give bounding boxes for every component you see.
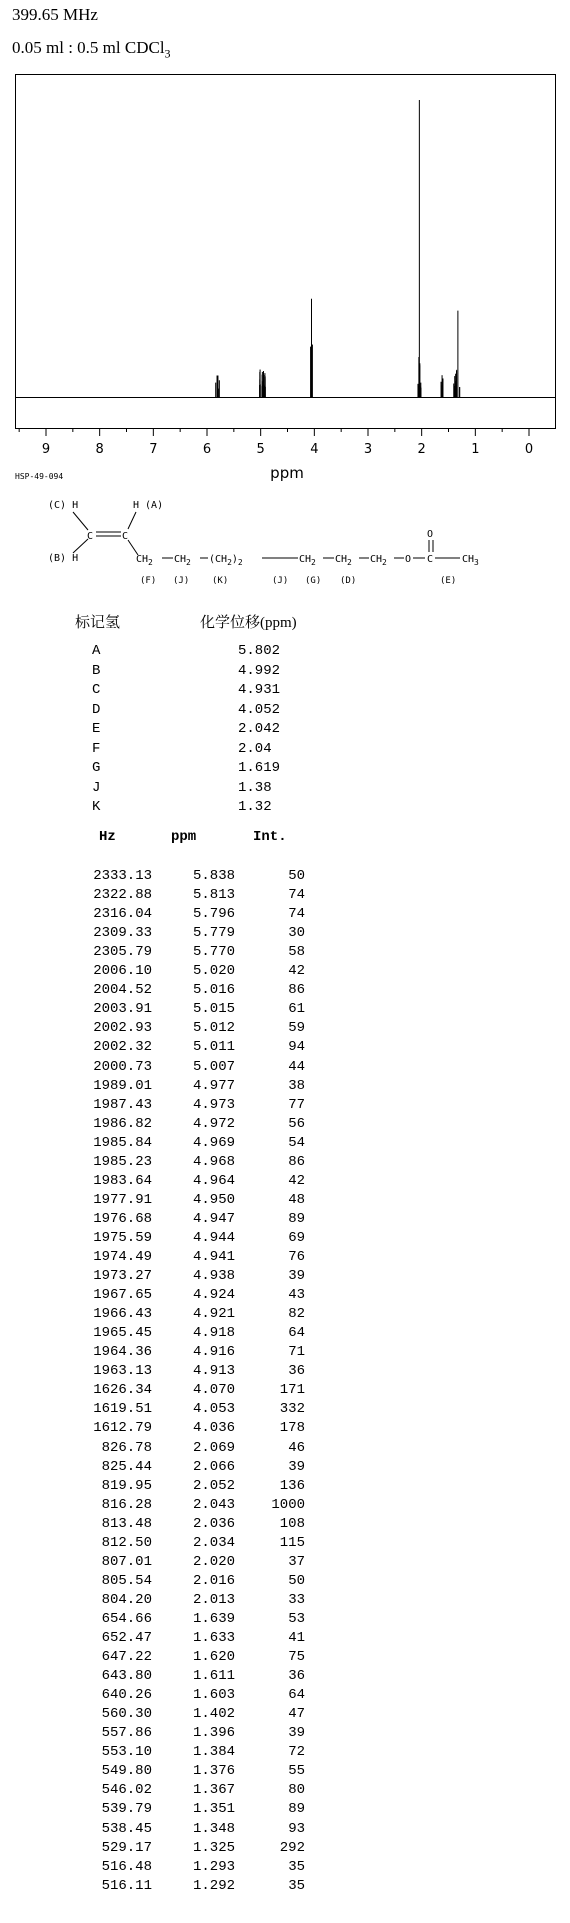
peak-intensity: 59 bbox=[288, 1020, 305, 1037]
peak-row bbox=[0, 1516, 570, 1534]
bond-c2-ha bbox=[128, 512, 136, 529]
peak-intensity: 89 bbox=[288, 1801, 305, 1818]
peak-row bbox=[0, 1020, 570, 1038]
spectrum-code: HSP-49-094 bbox=[15, 472, 64, 481]
peak-hz: 2316.04 bbox=[93, 906, 152, 923]
peak-hz: 1965.45 bbox=[93, 1325, 152, 1342]
peak-hz: 1985.23 bbox=[93, 1153, 152, 1170]
peak-row bbox=[0, 1611, 570, 1629]
peak-row bbox=[0, 1344, 570, 1362]
peak-row bbox=[0, 1478, 570, 1496]
peak-ppm: 1.376 bbox=[192, 1763, 235, 1780]
peak-intensity: 39 bbox=[288, 1725, 305, 1742]
peak-row bbox=[0, 1306, 570, 1324]
peak-ppm: 4.053 bbox=[192, 1401, 235, 1418]
peak-row bbox=[0, 1782, 570, 1800]
peak-ppm: 1.402 bbox=[192, 1706, 235, 1723]
peak-ppm: 1.384 bbox=[192, 1744, 235, 1761]
peak-hz: 1963.13 bbox=[93, 1363, 152, 1380]
tag-j2: (J) bbox=[272, 576, 289, 586]
peak-intensity: 75 bbox=[288, 1649, 305, 1666]
peak-row bbox=[0, 1363, 570, 1381]
peak-hz: 1985.84 bbox=[93, 1134, 152, 1151]
peak-row bbox=[0, 944, 570, 962]
bond-bh-c1 bbox=[73, 539, 88, 553]
peak-intensity: 71 bbox=[288, 1344, 305, 1361]
peak-ppm: 5.020 bbox=[192, 963, 235, 980]
peak-intensity: 54 bbox=[288, 1134, 305, 1151]
peak-intensity: 39 bbox=[288, 1458, 305, 1475]
peak-row bbox=[0, 1059, 570, 1077]
peak-ppm: 1.633 bbox=[192, 1630, 235, 1646]
peak-hz: 826.78 bbox=[101, 1439, 152, 1456]
peak-row bbox=[0, 1878, 570, 1896]
peak-ppm: 1.396 bbox=[192, 1725, 235, 1742]
label-b-h: (B) H bbox=[48, 553, 79, 564]
peak-hz: 1626.34 bbox=[93, 1382, 152, 1399]
peak-ppm: 4.924 bbox=[192, 1287, 235, 1304]
peak-row bbox=[0, 1763, 570, 1781]
ch2-k: $(CH_2)_2$ bbox=[209, 554, 243, 567]
carbonyl-carbon: C bbox=[427, 554, 434, 565]
peak-row bbox=[0, 1630, 570, 1648]
peak-intensity: 82 bbox=[288, 1306, 305, 1323]
peak-hz: 804.20 bbox=[101, 1591, 152, 1608]
peak-hz: 1967.65 bbox=[93, 1287, 152, 1304]
alkene-carbon-1: C bbox=[87, 531, 94, 542]
spectrometer-frequency: 399.65 MHz bbox=[12, 5, 98, 24]
peak-ppm: 4.918 bbox=[192, 1325, 235, 1342]
ppm-header: ppm bbox=[171, 829, 197, 845]
peak-hz: 652.47 bbox=[101, 1630, 152, 1646]
peak-hz: 516.11 bbox=[101, 1877, 152, 1894]
peak-intensity: 64 bbox=[288, 1687, 305, 1704]
peak-intensity: 74 bbox=[288, 887, 305, 904]
peak-row bbox=[0, 1382, 570, 1400]
peak-ppm: 2.036 bbox=[192, 1515, 235, 1532]
shift-value: 1.32 bbox=[238, 799, 272, 815]
peak-intensity: 292 bbox=[279, 1839, 305, 1856]
peak-intensity: 64 bbox=[288, 1325, 305, 1342]
peak-ppm: 5.779 bbox=[192, 925, 235, 942]
peak-ppm: 5.796 bbox=[192, 906, 235, 923]
peak-ppm: 1.367 bbox=[192, 1782, 235, 1799]
peak-hz: 1966.43 bbox=[93, 1306, 152, 1323]
peak-row bbox=[0, 1287, 570, 1305]
peak-hz: 1975.59 bbox=[93, 1229, 152, 1246]
peak-hz: 557.86 bbox=[101, 1725, 152, 1742]
peak-hz: 1983.64 bbox=[93, 1172, 152, 1189]
peak-row bbox=[0, 982, 570, 1000]
peak-hz: 1974.49 bbox=[93, 1249, 152, 1265]
peak-row bbox=[0, 1401, 570, 1419]
shift-label: F bbox=[92, 740, 101, 757]
peak-hz: 553.10 bbox=[101, 1744, 152, 1761]
x-tick-label: 7 bbox=[149, 442, 158, 457]
shift-label: K bbox=[92, 799, 101, 815]
peak-intensity: 171 bbox=[279, 1382, 305, 1399]
peak-ppm: 4.969 bbox=[192, 1134, 235, 1151]
peak-hz: 805.54 bbox=[101, 1572, 152, 1589]
peak-hz: 1612.79 bbox=[93, 1420, 152, 1437]
peak-row bbox=[0, 1249, 570, 1267]
peak-row bbox=[0, 1497, 570, 1515]
peak-hz: 1964.36 bbox=[93, 1344, 152, 1361]
peak-row bbox=[0, 1554, 570, 1572]
peak-hz: 546.02 bbox=[101, 1782, 152, 1799]
peak-intensity: 74 bbox=[288, 906, 305, 923]
peak-row bbox=[0, 1135, 570, 1153]
peak-ppm: 4.964 bbox=[192, 1172, 235, 1189]
peak-hz: 1989.01 bbox=[93, 1077, 152, 1094]
x-tick-label: 0 bbox=[524, 442, 534, 457]
shift-value: 4.992 bbox=[238, 662, 281, 679]
peak-intensity: 30 bbox=[288, 925, 305, 942]
peak-intensity: 178 bbox=[279, 1420, 305, 1437]
peak-intensity: 76 bbox=[288, 1249, 305, 1265]
peak-hz: 560.30 bbox=[101, 1706, 152, 1723]
peak-ppm: 1.620 bbox=[192, 1649, 235, 1666]
peak-ppm: 2.020 bbox=[192, 1553, 235, 1570]
peak-ppm: 4.947 bbox=[192, 1210, 235, 1227]
bond-ch-c1 bbox=[73, 512, 88, 530]
sample-subscript: 3 bbox=[164, 46, 171, 61]
peak-intensity: 108 bbox=[279, 1515, 305, 1532]
ch3-e: $CH_3$ bbox=[462, 554, 479, 567]
ch2-j2: $CH_2$ bbox=[299, 554, 316, 567]
peak-intensity: 94 bbox=[288, 1039, 305, 1056]
peak-ppm: 5.015 bbox=[192, 1001, 235, 1018]
peak-intensity: 1000 bbox=[271, 1496, 305, 1513]
tag-d: (D) bbox=[340, 576, 357, 586]
x-tick-label: 6 bbox=[202, 442, 212, 457]
ch2-j1: $CH_2$ bbox=[174, 554, 191, 567]
peak-ppm: 4.977 bbox=[192, 1077, 235, 1094]
peak-hz: 538.45 bbox=[101, 1820, 152, 1837]
peak-row bbox=[0, 1154, 570, 1172]
peak-row bbox=[0, 1687, 570, 1705]
ch2-f: $CH_2$ bbox=[136, 554, 153, 567]
alkene-carbon-2: C bbox=[122, 531, 129, 542]
x-tick-label: 8 bbox=[95, 442, 104, 457]
peak-intensity: 47 bbox=[288, 1706, 305, 1723]
shift-label: J bbox=[92, 779, 101, 796]
peak-intensity: 58 bbox=[288, 944, 305, 961]
peak-hz: 640.26 bbox=[101, 1687, 152, 1704]
peak-ppm: 5.012 bbox=[192, 1020, 235, 1037]
shift-label: D bbox=[92, 701, 101, 718]
peak-intensity: 42 bbox=[288, 963, 305, 980]
peak-row bbox=[0, 925, 570, 943]
peak-row bbox=[0, 1459, 570, 1477]
peak-row bbox=[0, 1535, 570, 1553]
peak-intensity: 86 bbox=[288, 982, 305, 999]
ch2-g: $CH_2$ bbox=[335, 554, 352, 567]
peak-ppm: 2.052 bbox=[192, 1477, 235, 1494]
peak-intensity: 33 bbox=[288, 1591, 305, 1608]
peak-ppm: 2.069 bbox=[192, 1439, 235, 1456]
peak-hz: 529.17 bbox=[101, 1839, 152, 1856]
peak-hz: 1986.82 bbox=[93, 1115, 152, 1132]
shift-label: E bbox=[92, 721, 101, 737]
shift-table-header-label: 标记氢 bbox=[75, 615, 121, 631]
shift-value: 1.38 bbox=[238, 779, 272, 796]
peak-intensity: 53 bbox=[288, 1610, 305, 1627]
peak-ppm: 4.950 bbox=[192, 1191, 235, 1208]
peak-intensity: 72 bbox=[288, 1744, 305, 1761]
peak-hz: 1987.43 bbox=[93, 1096, 152, 1113]
peak-hz: 549.80 bbox=[101, 1763, 152, 1780]
tag-j1: (J) bbox=[173, 576, 190, 586]
shift-value: 4.931 bbox=[238, 682, 281, 698]
peak-hz: 654.66 bbox=[101, 1610, 152, 1627]
peak-intensity: 44 bbox=[288, 1058, 305, 1075]
peak-row bbox=[0, 1097, 570, 1115]
peak-ppm: 1.293 bbox=[192, 1858, 235, 1875]
peak-ppm: 4.916 bbox=[192, 1344, 235, 1361]
peak-hz: 1976.68 bbox=[93, 1210, 152, 1227]
peak-row bbox=[0, 887, 570, 905]
peak-hz: 2000.73 bbox=[93, 1058, 152, 1075]
peak-intensity: 43 bbox=[288, 1287, 305, 1304]
peak-hz: 1619.51 bbox=[93, 1401, 152, 1418]
peak-intensity: 80 bbox=[288, 1782, 305, 1799]
peak-row bbox=[0, 1001, 570, 1019]
carbonyl-oxygen: O bbox=[427, 529, 434, 540]
peak-intensity: 50 bbox=[288, 868, 305, 884]
x-tick-label: 4 bbox=[310, 442, 319, 457]
peak-ppm: 2.016 bbox=[192, 1572, 235, 1589]
peak-hz: 1977.91 bbox=[93, 1191, 152, 1208]
peak-ppm: 2.013 bbox=[192, 1591, 235, 1608]
peak-intensity: 46 bbox=[288, 1439, 305, 1456]
peak-row bbox=[0, 1668, 570, 1686]
bond-c2-ch2 bbox=[128, 540, 138, 555]
peak-ppm: 1.603 bbox=[192, 1687, 235, 1704]
shift-label: C bbox=[92, 682, 101, 698]
tag-g: (G) bbox=[305, 576, 322, 586]
peak-hz: 825.44 bbox=[101, 1458, 152, 1475]
peak-row bbox=[0, 1744, 570, 1762]
peak-ppm: 4.921 bbox=[192, 1306, 235, 1323]
shift-label: G bbox=[92, 760, 101, 776]
peak-ppm: 4.036 bbox=[192, 1420, 235, 1437]
peak-ppm: 5.016 bbox=[192, 982, 235, 999]
peak-intensity: 86 bbox=[288, 1153, 305, 1170]
peak-intensity: 56 bbox=[288, 1115, 305, 1132]
peak-row bbox=[0, 1573, 570, 1591]
peak-intensity: 69 bbox=[288, 1229, 305, 1246]
peak-ppm: 1.351 bbox=[192, 1801, 235, 1818]
peak-row bbox=[0, 1440, 570, 1458]
peak-row bbox=[0, 1039, 570, 1057]
peak-ppm: 2.034 bbox=[192, 1534, 235, 1551]
peak-row bbox=[0, 1173, 570, 1191]
peak-intensity: 55 bbox=[288, 1763, 305, 1780]
peak-ppm: 4.938 bbox=[192, 1268, 235, 1285]
peak-intensity: 50 bbox=[288, 1572, 305, 1589]
peak-intensity: 136 bbox=[279, 1477, 305, 1494]
peak-ppm: 4.913 bbox=[192, 1363, 235, 1380]
peak-ppm: 4.968 bbox=[192, 1153, 235, 1170]
peak-row bbox=[0, 1116, 570, 1134]
sample-main-text: 0.05 ml : 0.5 ml CDCl bbox=[12, 38, 165, 57]
peak-row bbox=[0, 1230, 570, 1248]
peak-row bbox=[0, 906, 570, 924]
label-h-a: H (A) bbox=[133, 500, 164, 511]
peak-ppm: 5.011 bbox=[192, 1039, 235, 1056]
peak-ppm: 1.611 bbox=[192, 1668, 235, 1685]
peak-intensity: 36 bbox=[288, 1363, 305, 1380]
tag-k: (K) bbox=[212, 576, 229, 586]
peak-hz: 2333.13 bbox=[93, 868, 152, 884]
peak-row bbox=[0, 868, 570, 886]
peak-row bbox=[0, 1420, 570, 1438]
peak-intensity: 41 bbox=[288, 1630, 305, 1646]
peak-intensity: 35 bbox=[288, 1858, 305, 1875]
peak-ppm: 4.973 bbox=[192, 1096, 235, 1113]
peak-row bbox=[0, 1649, 570, 1667]
peak-ppm: 4.070 bbox=[192, 1382, 235, 1399]
peak-intensity: 37 bbox=[288, 1553, 305, 1570]
peak-ppm: 1.348 bbox=[192, 1820, 235, 1837]
peak-intensity: 332 bbox=[279, 1401, 305, 1418]
peak-row bbox=[0, 1859, 570, 1877]
peak-intensity: 115 bbox=[279, 1534, 305, 1551]
peak-hz: 816.28 bbox=[101, 1496, 152, 1513]
x-tick-label: 1 bbox=[471, 442, 480, 457]
peak-intensity: 61 bbox=[288, 1001, 305, 1018]
ch2-d: $CH_2$ bbox=[370, 554, 387, 567]
peak-hz: 647.22 bbox=[101, 1649, 152, 1666]
shift-value: 2.042 bbox=[238, 721, 281, 737]
molecule-structure bbox=[0, 0, 570, 600]
peak-row bbox=[0, 1192, 570, 1210]
peak-hz: 516.48 bbox=[101, 1858, 152, 1875]
peak-intensity: 35 bbox=[288, 1877, 305, 1894]
x-axis-label: ppm bbox=[270, 464, 304, 482]
peak-hz: 2006.10 bbox=[93, 963, 152, 980]
peak-intensity: 89 bbox=[288, 1210, 305, 1227]
peak-hz: 643.80 bbox=[101, 1668, 152, 1685]
shift-value: 2.04 bbox=[238, 740, 272, 757]
peak-hz: 2002.32 bbox=[93, 1039, 152, 1056]
peak-ppm: 1.325 bbox=[192, 1839, 235, 1856]
peak-hz: 807.01 bbox=[101, 1553, 152, 1570]
peak-ppm: 5.838 bbox=[192, 868, 235, 884]
label-c-h: (C) H bbox=[48, 500, 79, 511]
x-tick-label: 3 bbox=[363, 442, 373, 457]
peak-hz: 2003.91 bbox=[93, 1001, 152, 1018]
hz-header: Hz bbox=[99, 829, 116, 845]
peak-row bbox=[0, 963, 570, 981]
x-tick-label: 2 bbox=[417, 442, 426, 457]
peak-row bbox=[0, 1725, 570, 1743]
peak-intensity: 93 bbox=[288, 1820, 305, 1837]
peak-ppm: 5.007 bbox=[192, 1058, 235, 1075]
peak-hz: 819.95 bbox=[101, 1477, 152, 1494]
peak-row bbox=[0, 1706, 570, 1724]
peak-hz: 2309.33 bbox=[93, 925, 152, 942]
shift-label: B bbox=[92, 662, 101, 679]
peak-ppm: 1.292 bbox=[192, 1877, 235, 1894]
peak-row bbox=[0, 1801, 570, 1819]
peak-row bbox=[0, 1078, 570, 1096]
peak-hz: 2004.52 bbox=[93, 982, 152, 999]
peak-intensity: 39 bbox=[288, 1268, 305, 1285]
peak-ppm: 5.813 bbox=[192, 887, 235, 904]
peak-ppm: 5.770 bbox=[192, 944, 235, 961]
tag-e: (E) bbox=[440, 576, 457, 586]
shift-label: A bbox=[92, 643, 101, 659]
peak-ppm: 2.043 bbox=[192, 1496, 235, 1513]
peak-hz: 539.79 bbox=[101, 1801, 152, 1818]
shift-value: 4.052 bbox=[238, 701, 281, 718]
shift-table-header-shift: 化学位移(ppm) bbox=[200, 615, 297, 631]
peak-ppm: 2.066 bbox=[192, 1458, 235, 1475]
peak-intensity: 48 bbox=[288, 1191, 305, 1208]
shift-value: 5.802 bbox=[238, 643, 281, 659]
peak-hz: 2305.79 bbox=[93, 944, 152, 961]
peak-ppm: 4.972 bbox=[192, 1115, 235, 1132]
peak-hz: 1973.27 bbox=[93, 1268, 152, 1285]
peak-ppm: 4.944 bbox=[192, 1229, 235, 1246]
peak-hz: 2322.88 bbox=[93, 887, 152, 904]
peak-intensity: 77 bbox=[288, 1096, 305, 1113]
peak-intensity: 38 bbox=[288, 1077, 305, 1094]
peak-row bbox=[0, 1268, 570, 1286]
peak-hz: 812.50 bbox=[101, 1534, 152, 1551]
tag-f: (F) bbox=[140, 576, 157, 586]
peak-row bbox=[0, 1840, 570, 1858]
peak-row bbox=[0, 1211, 570, 1229]
shift-value: 1.619 bbox=[238, 760, 281, 776]
peak-intensity: 36 bbox=[288, 1668, 305, 1685]
x-tick-label: 5 bbox=[256, 442, 265, 457]
peak-row bbox=[0, 1592, 570, 1610]
peak-hz: 813.48 bbox=[101, 1515, 152, 1532]
int-header: Int. bbox=[253, 829, 287, 845]
ester-oxygen: O bbox=[405, 554, 412, 565]
peak-row bbox=[0, 1325, 570, 1343]
peak-ppm: 4.941 bbox=[192, 1249, 235, 1265]
peak-intensity: 42 bbox=[288, 1172, 305, 1189]
peak-row bbox=[0, 1821, 570, 1839]
peak-hz: 2002.93 bbox=[93, 1020, 152, 1037]
x-tick-label: 9 bbox=[41, 442, 51, 457]
peak-ppm: 1.639 bbox=[192, 1610, 235, 1627]
